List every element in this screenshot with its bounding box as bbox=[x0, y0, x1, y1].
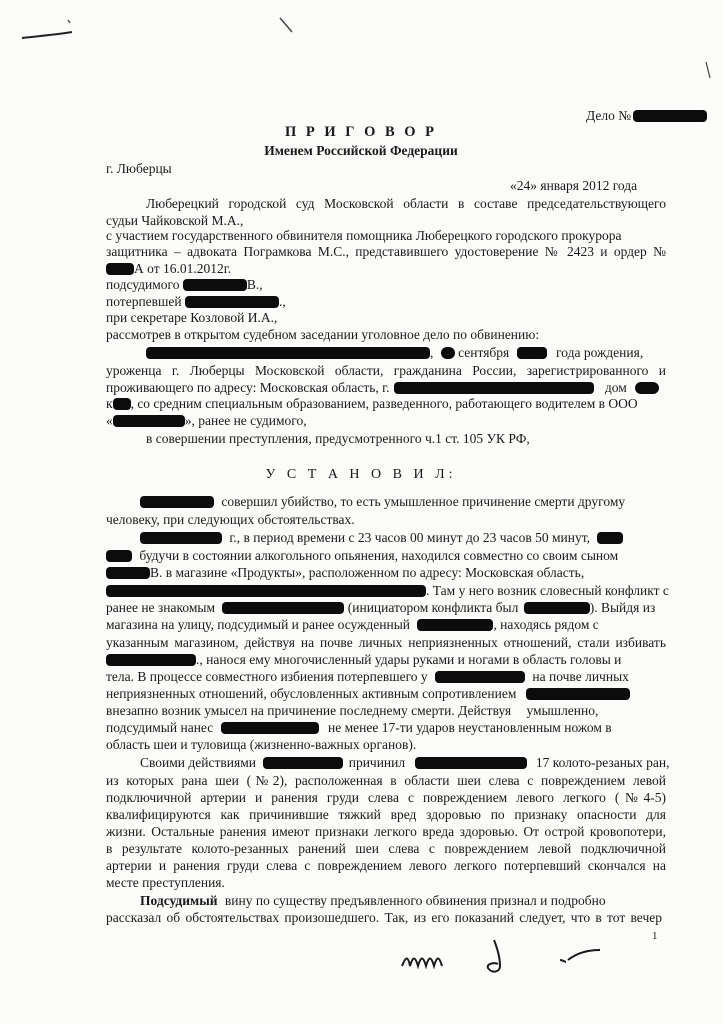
redacted-full-name bbox=[146, 347, 430, 359]
text-line-6: . Там у него возник словесный конфликт с bbox=[106, 583, 669, 599]
redacted-victim-name bbox=[106, 654, 196, 666]
intro-line-12: проживающего по адресу: Московская область, г. дом bbox=[106, 380, 659, 396]
redacted-case-number bbox=[633, 110, 707, 122]
intro-line-11: уроженца г. Люберцы Московской области, гражданина России, зарегистрированного и bbox=[106, 363, 666, 378]
redacted-date bbox=[140, 532, 222, 544]
intro-line-9: рассмотрев в открытом судебном заседании уголовное дело по обвинению: bbox=[106, 327, 540, 342]
redacted-address bbox=[394, 382, 594, 394]
text-line-7: ранее не знакомым (инициатором конфликта был ). Выйдя из bbox=[106, 600, 656, 615]
redacted-victim-name bbox=[415, 757, 527, 769]
intro-line-13: к , со средним специальным образованием, разведенного, работающего водителем в ООО bbox=[106, 396, 638, 411]
redacted-shop-address bbox=[106, 585, 426, 597]
text-line-3: г., в период времени с 23 часов 00 минут до 23 часов 50 минут, bbox=[140, 530, 623, 546]
redacted-company bbox=[113, 415, 185, 427]
redacted-name bbox=[106, 550, 132, 562]
text-line-21: в результате колото-резанных ранений шеи слева с повреждением левой подключичной bbox=[106, 841, 666, 856]
text-line-1: совершил убийство, то есть умышленное причинение смерти другому bbox=[140, 494, 625, 510]
document-subtitle: Именем Российской Федерации bbox=[264, 143, 458, 158]
redacted-name bbox=[435, 671, 525, 683]
redacted-birth-year bbox=[517, 347, 547, 359]
pen-mark-top bbox=[266, 8, 306, 38]
document-date: «24» января 2012 года bbox=[510, 178, 638, 193]
document-title: П Р И Г О В О Р bbox=[284, 124, 438, 140]
page-number: 1 bbox=[652, 930, 658, 942]
redacted-house-number bbox=[635, 382, 659, 394]
redacted-apartment bbox=[113, 398, 131, 410]
text-line-20: жизни. Остальные ранения имеют признаки легкого вреда здоровью. От острой кровопотери, bbox=[106, 824, 666, 839]
text-line-22: артерии и ранения груди слева с повреждением левого легкого потерпевший скончался на bbox=[106, 858, 666, 873]
redacted-initiator-name bbox=[524, 602, 590, 614]
intro-line-1: Люберецкий городской суд Московской области в составе председательствующего bbox=[146, 196, 666, 211]
text-line-24: Подсудимый вину по существу предъявленного обвинения признал и подробно bbox=[140, 893, 606, 908]
text-line-9: указанным магазином, действуя на почве личных неприязненных отношений, стали избивать bbox=[106, 635, 666, 650]
intro-line-8: при секретаре Козловой И.А., bbox=[106, 310, 278, 325]
redacted-victim-name bbox=[222, 602, 344, 614]
text-line-10: ., нанося ему многочисленный удары руками и ногами в область головы и bbox=[106, 652, 621, 668]
intro-line-7: потерпевшей ., bbox=[106, 294, 286, 309]
redacted-name bbox=[597, 532, 623, 544]
intro-line-14: « », ранее не судимого, bbox=[106, 413, 307, 428]
redacted-defendant-name bbox=[263, 757, 343, 769]
pen-mark-top-left bbox=[18, 14, 78, 44]
handwritten-initials bbox=[392, 930, 622, 980]
section-heading: У С Т А Н О В И Л: bbox=[265, 467, 457, 482]
text-line-4: будучи в состоянии алкогольного опьянения, находился совместно со своим сыном bbox=[106, 548, 618, 564]
text-line-5: В. в магазине «Продукты», расположенном по адресу: Московская область, bbox=[106, 565, 584, 581]
text-line-19: квалифицируются как причинившие тяжкий вред здоровью по признаку опасности для bbox=[106, 807, 666, 822]
text-line-16: Своими действиями причинил 17 колото-резаных ран, bbox=[140, 755, 670, 770]
redacted-defendant-name bbox=[183, 279, 247, 291]
city: г. Люберцы bbox=[106, 161, 172, 176]
text-line-25: рассказал об обстоятельствах произошедшего. Так, из его показаний следует, что в тот вечер bbox=[106, 910, 662, 925]
text-line-13: внезапно возник умысел на причинение последнему смерти. Действуя умышленно, bbox=[106, 703, 599, 718]
intro-line-6: подсудимого В., bbox=[106, 277, 263, 292]
intro-line-5: А от 16.01.2012г. bbox=[106, 261, 231, 277]
redacted-victim-name bbox=[221, 722, 319, 734]
intro-line-10: , сентября года рождения, bbox=[146, 345, 643, 361]
pen-mark-right bbox=[700, 56, 720, 86]
redacted-victim-name bbox=[185, 296, 279, 308]
redacted-order-number bbox=[106, 263, 134, 275]
text-line-17: из которых рана шеи (№2), расположенная в области шеи слева с повреждением левой bbox=[106, 773, 666, 788]
text-line-14: подсудимый нанес не менее 17-ти ударов неустановленным ножом в bbox=[106, 720, 612, 735]
redacted-convicted-name bbox=[417, 619, 493, 631]
text-line-15: область шеи и туловища (жизненно-важных органов). bbox=[106, 737, 417, 752]
text-line-8: магазина на улицу, подсудимый и ранее осужденный , находясь рядом с bbox=[106, 617, 599, 632]
redacted-birth-day bbox=[441, 347, 455, 359]
text-line-2: человеку, при следующих обстоятельствах. bbox=[106, 512, 355, 527]
text-line-18: подключичной артерии и ранения груди слева с повреждением левого легкого (№4-5) bbox=[106, 790, 666, 805]
intro-line-15: в совершении преступления, предусмотренного ч.1 ст. 105 УК РФ, bbox=[146, 431, 530, 446]
text-line-12: неприязненных отношений, обусловленных активным сопротивлением bbox=[106, 686, 630, 702]
text-line-11: тела. В процессе совместного избиения потерпевшего у на почве личных bbox=[106, 669, 629, 684]
intro-line-3: с участием государственного обвинителя помощника Люберецкого городского прокурора bbox=[106, 228, 622, 243]
redacted-son-name bbox=[106, 567, 150, 579]
intro-line-2: судьи Чайковской М.А., bbox=[106, 213, 244, 228]
text-line-23: месте преступления. bbox=[106, 875, 225, 890]
intro-line-4: защитника – адвоката Пограмкова М.С., представившего удостоверение № 2423 и ордер № bbox=[106, 244, 666, 259]
redacted-name bbox=[526, 688, 630, 700]
case-number-label: Дело № bbox=[586, 108, 707, 124]
redacted-name bbox=[140, 496, 214, 508]
